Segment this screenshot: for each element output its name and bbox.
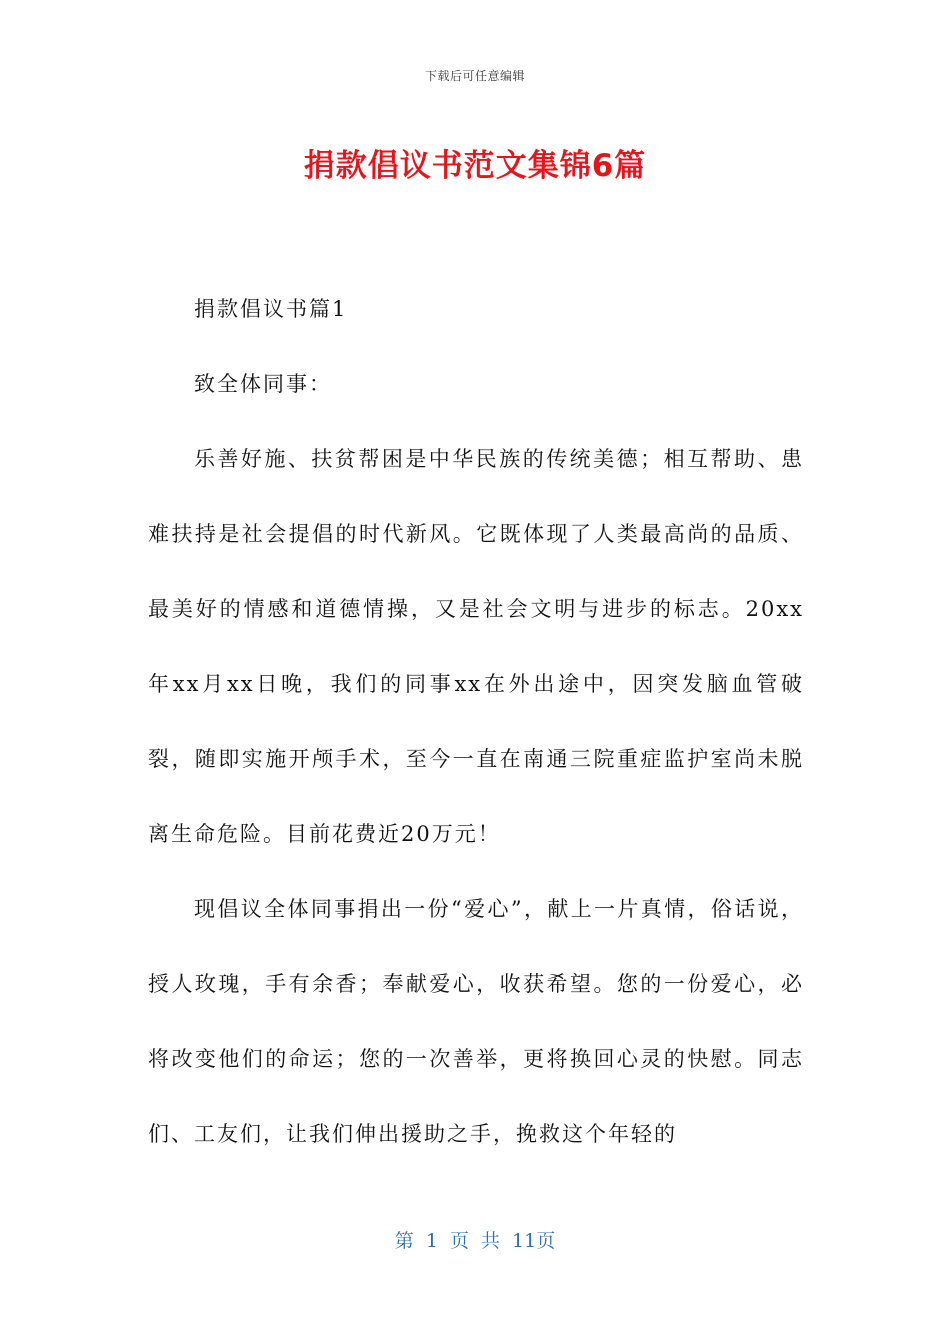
paragraph-2: 现倡议全体同事捐出一份“爱心”，献上一片真情，俗话说，授人玫瑰，手有余香；奉献爱心，收获希望。您的一份爱心，必将改变他们的命运；您的一次善举，更将换回心灵的快慰。同志们、工友们，让我们伸出援助之手，挽救这个年轻的 [148, 897, 804, 1146]
header-note: 下载后可任意编辑 [424, 69, 525, 83]
paragraph-1: 乐善好施、扶贫帮困是中华民族的传统美德；相互帮助、患难扶持是社会提倡的时代新风。它既体现了人类最高尚的品质、最美好的情感和道德情操，又是社会文明与进步的标志。20xx年xx月xx日晚，我们的同事xx在外出途中，因突发脑血管破裂，随即实施开颅手术，至今一直在南通三院重症监护室尚未脱离生命危险。目前花费近20万元！ [148, 447, 804, 846]
document-title: 捐款倡议书范文集锦6篇 [303, 148, 647, 184]
page-number: 第 1 页 共 11页 [394, 1230, 556, 1252]
section-heading: 捐款倡议书篇1 [194, 297, 348, 321]
salutation: 致全体同事： [194, 372, 332, 396]
document-body [148, 272, 804, 1172]
